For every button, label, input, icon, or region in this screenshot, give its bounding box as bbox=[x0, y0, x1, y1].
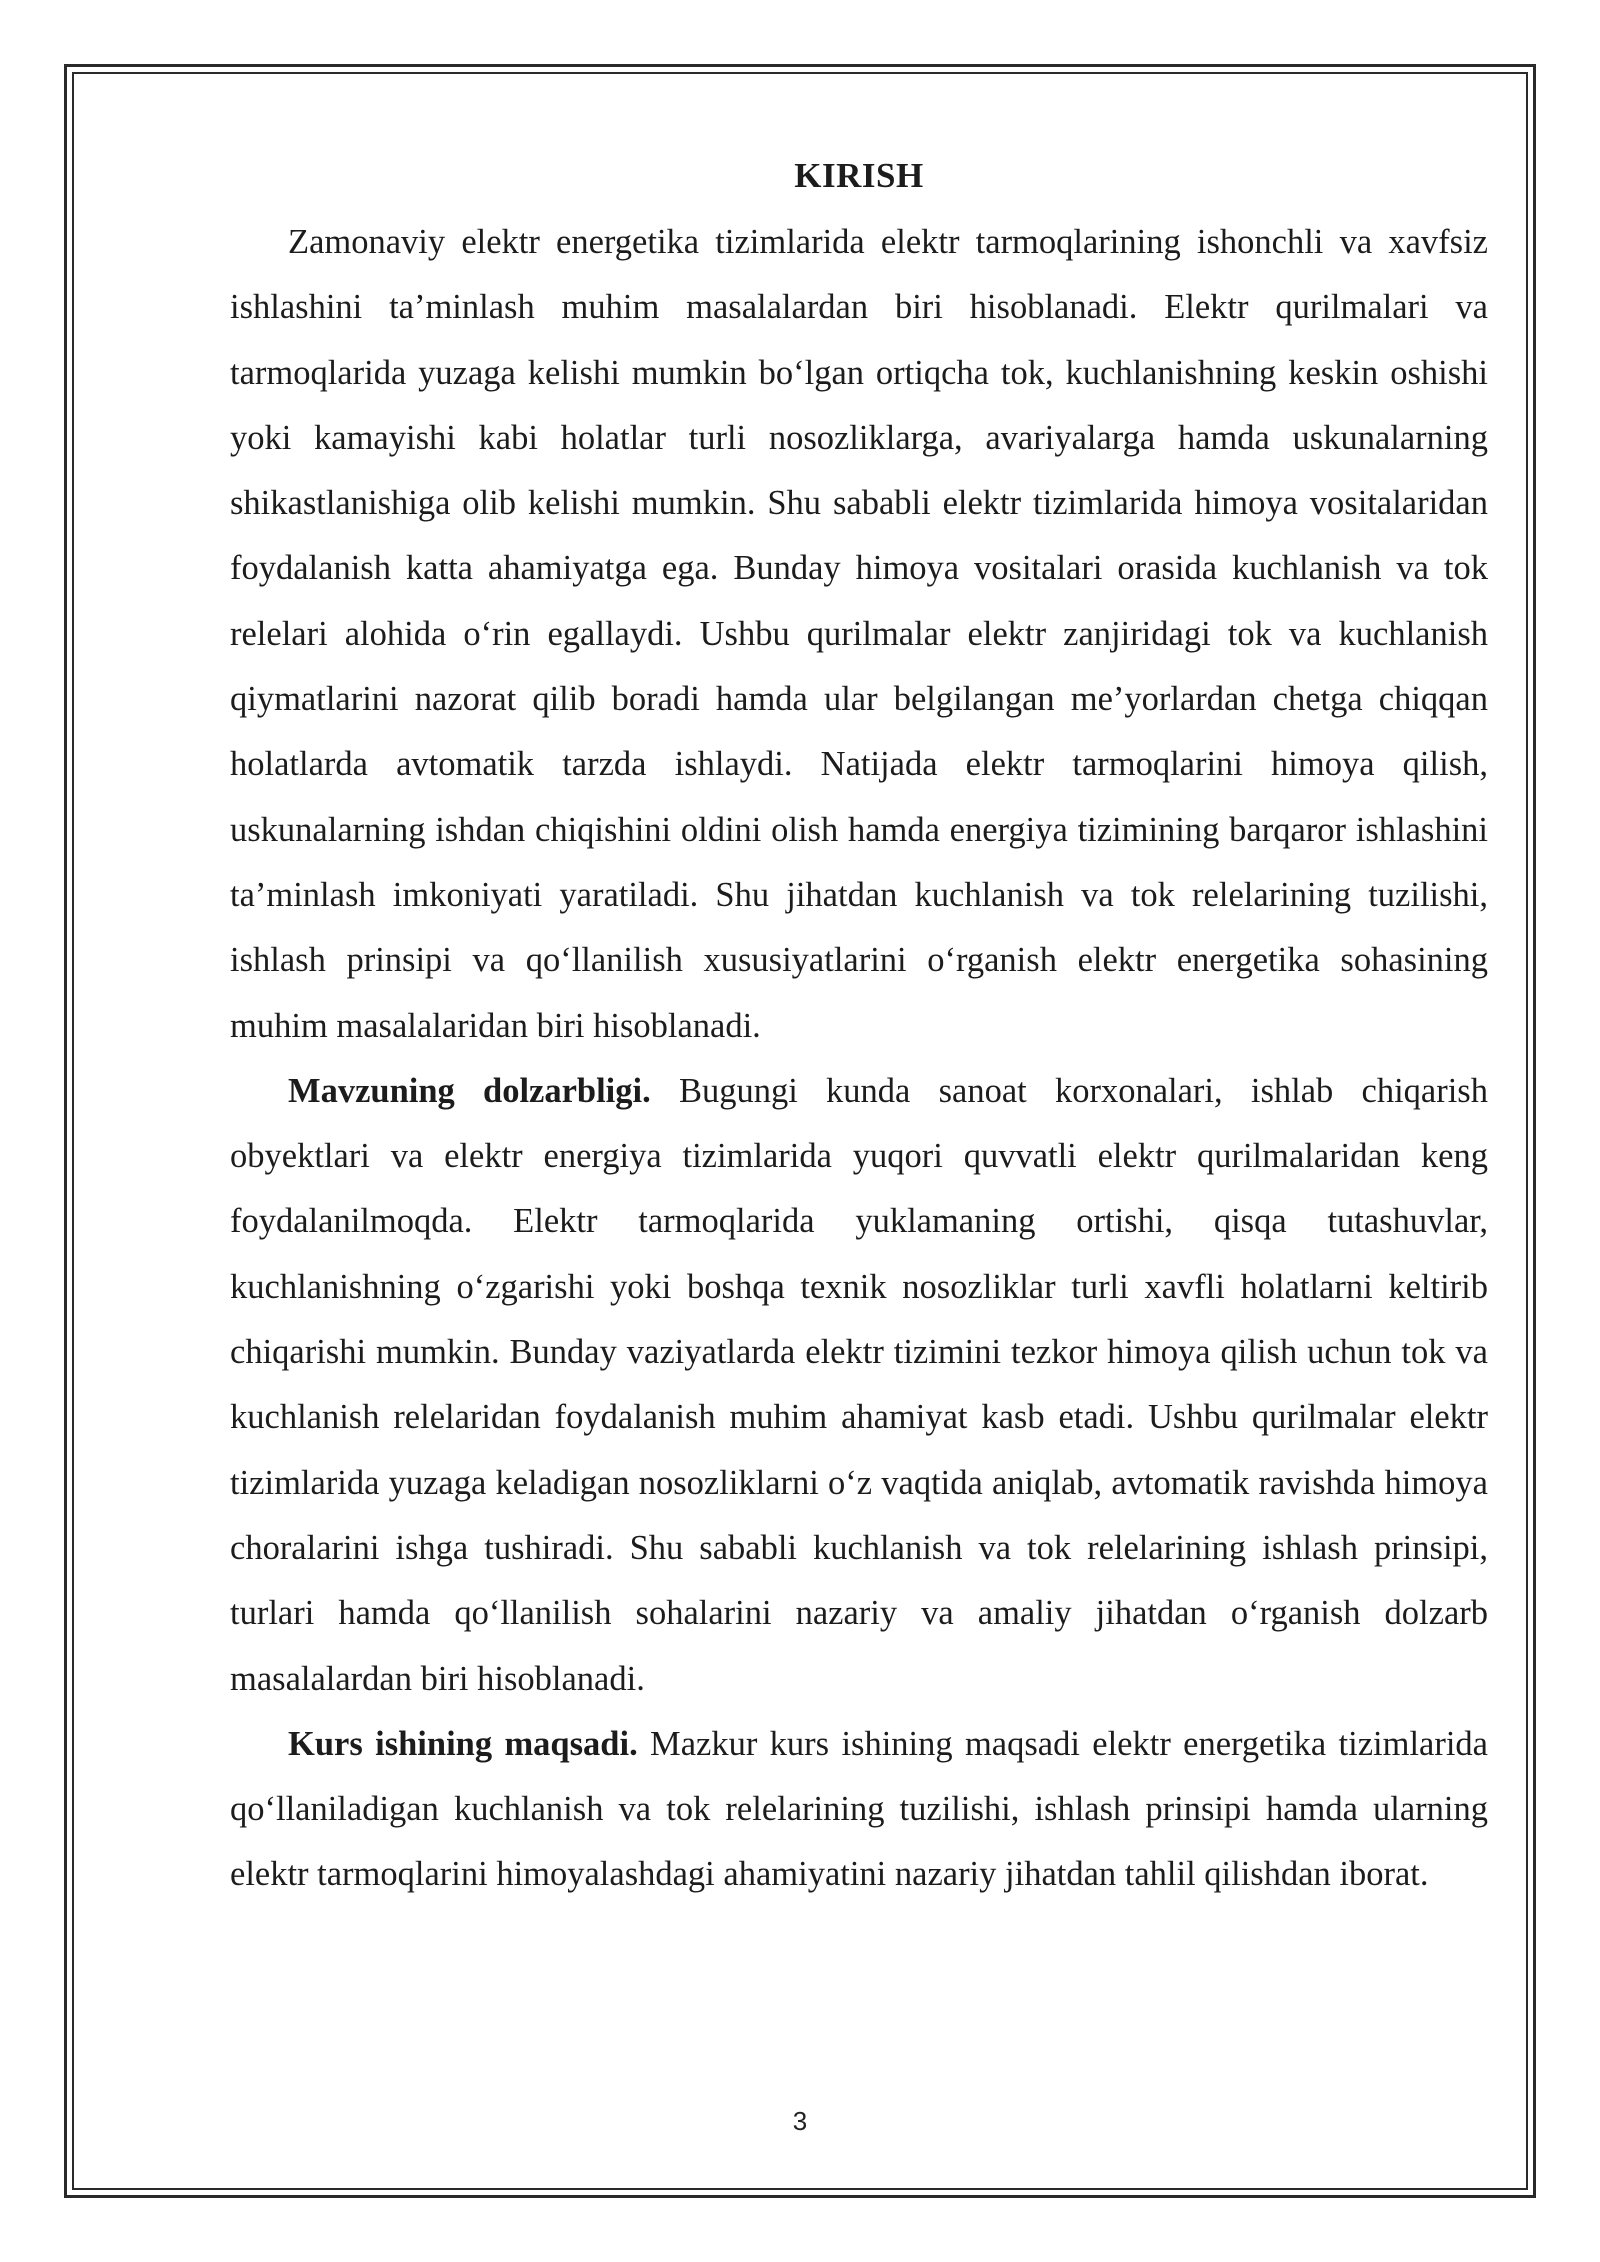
paragraph-relevance bbox=[230, 1059, 1488, 1712]
page-number: 3 bbox=[792, 2106, 808, 2136]
paragraph-text: Mazkur kurs ishining maqsadi elektr energetika tizimlarida qo‘llaniladigan kuchlanish va tok relelarining tuzilishi, ishlash prinsipi hamda ularning elektr tarmoqlarini himoyalashdagi ahamiyatini nazariy jihatdan tahlil qilishdan iborat. bbox=[230, 1724, 1488, 1894]
paragraph-lead: Mavzuning dolzarbligi. bbox=[288, 1071, 651, 1110]
paragraph-text: Bugungi kunda sanoat korxonalari, ishlab chiqarish obyektlari va elektr energiya tizimlarida yuqori quvvatli elektr qurilmalaridan keng foydalanilmoqda. Elektr tarmoqlarida yuklamaning ortishi, qisqa tutashuvlar, kuchlanishning o‘zgarishi yoki boshqa texnik nosozliklar turli xavfli holatlarni keltirib chiqarishi mumkin. Bunday vaziyatlarda elektr tizimini tezkor himoya qilish uchun tok va kuchlanish relelaridan foydalanish muhim ahamiyat kasb etadi. Ushbu qurilmalar elektr tizimlarida yuzaga keladigan nosozliklarni o‘z vaqtida aniqlab, avtomatik ravishda himoya choralarini ishga tushiradi. Shu sababli kuchlanish va tok relelarining ishlash prinsipi, turlari hamda qo‘llanilish sohalarini nazariy va amaliy jihatdan o‘rganish dolzarb masalalardan biri hisoblanadi. bbox=[230, 1071, 1488, 1698]
section-heading: KIRISH bbox=[794, 156, 924, 195]
paragraph-text: Zamonaviy elektr energetika tizimlarida elektr tarmoqlarining ishonchli va xavfsiz ishlashini ta’minlash muhim masalalardan biri hisoblanadi. Elektr qurilmalari va tarmoqlarida yuzaga kelishi mumkin bo‘lgan ortiqcha tok, kuchlanishning keskin oshishi yoki kamayishi kabi holatlar turli nosozliklarga, avariyalarga hamda uskunalarning shikastlanishiga olib kelishi mumkin. Shu sababli elektr tizimlarida himoya vositalaridan foydalanish katta ahamiyatga ega. Bunday himoya vositalari orasida kuchlanish va tok relelari alohida o‘rin egallaydi. Ushbu qurilmalar elektr zanjiridagi tok va kuchlanish qiymatlarini nazorat qilib boradi hamda ular belgilangan me’yorlardan chetga chiqqan holatlarda avtomatik tarzda ishlaydi. Natijada elektr tarmoqlarini himoya qilish, uskunalarning ishdan chiqishini oldini olish hamda energiya tizimining barqaror ishlashini ta’minlash imkoniyati yaratiladi. Shu jihatdan kuchlanish va tok relelarining tuzilishi, ishlash prinsipi va qo‘llanilish xususiyatlarini o‘rganish elektr energetika sohasining muhim masalalaridan biri hisoblanadi. bbox=[230, 223, 1488, 1045]
paragraph-lead: Kurs ishining maqsadi. bbox=[288, 1724, 638, 1763]
paragraph-goal bbox=[230, 1712, 1488, 1908]
page-content bbox=[230, 150, 1488, 1908]
paragraph-introduction bbox=[230, 210, 1488, 1059]
